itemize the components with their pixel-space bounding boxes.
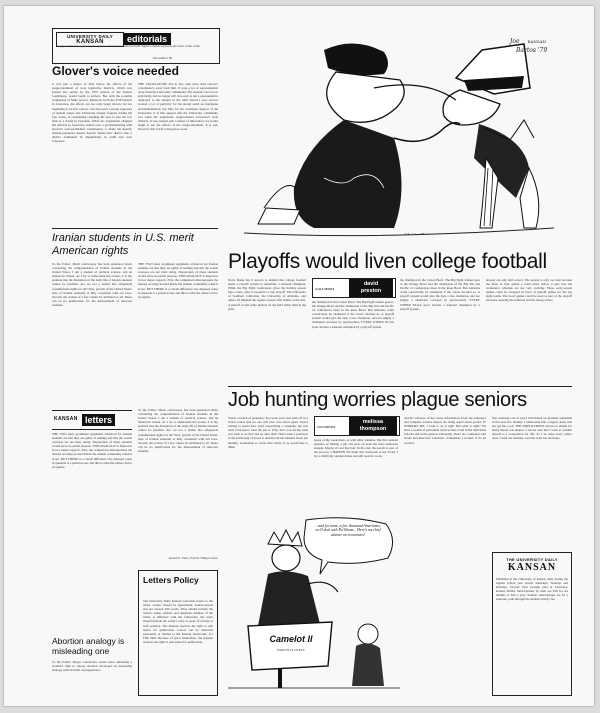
cartoon-drawing-uncle-sam-khomeini [224, 28, 572, 246]
bottom-cartoon-speech: ...and for more, a few thousand Americans, we'll deal with Pa'Jibran... Here's my chief adviser on economics! [315, 524, 381, 537]
letters-policy-headline: Letters Policy [143, 575, 199, 585]
abortion-headline: Abortion analogy is misleading one [52, 636, 125, 656]
playoffs-columnist [349, 279, 393, 297]
staff-box-title-line2: KANSAN [507, 562, 557, 573]
iranian-body-col2: THE TWO most prominent arguments advanced for Iranian students are that they are guilty of nothing and that the events overseas are not their doing. Deportation of these students would serve no useful purpose. THIS ANALOGY is imprecise in two major respects. First, the comparison misrepresents the disease as being located inside the student community when it is not. BUT THERE is a crucial difference: the diseased cause in question is a political one, and this is what the editors fail to recognize. [138, 262, 218, 299]
glover-body-col2: THE LEGISLATURE did, in fact, take more than Glover's constituency away from him. It took a lot of representation away from the University community. The student vote is now split badly, and no longer will it be easy to put a representative dedicated to the student in the 44th district's seat. Glover created a lot of publicity for his strong stand on marijuana decriminalization, but little for his consistent support of the University. It is that support that the University community lost when the Legislature reapportioned Lawrence's state districts. It was, indeed, just a matter of time before we would begin to see the effects of the reapportionment. It is sad, however, that it had to happen so soon. [138, 82, 218, 132]
playoffs-columnist-last: preston [360, 288, 382, 294]
playoffs-headline: Playoffs would liven college football [228, 250, 547, 273]
bottom-editorial-cartoon [228, 514, 400, 694]
playoffs-body-col1: Notre Dame has it known to alumni that college football needs a playoff system to determine a national champion. While the Big Eight Conference gives the holiday season fans a taste, what is needed is a true playoff. The University of Southern California, the University of Alabama, and others all finished the regular season with claims to the title. A playoff would settle matters on the field rather than in the polls. [228, 278, 306, 311]
playoffs-body-col2: the champion in the Cotton Bowl. The Big Eight winner goes to the Orange Bowl and the champions of the Big Ten and Pacific 10 conferences meet in the Rose Bowl. But Alabama could conceivably be champion if the voters decided so. A playoff system would give the fans a true champion, and not simply a champion crowned by sportswriters. EVERY OTHER NCAA sport decides a national champion by a playoff system. [312, 300, 394, 329]
masthead [52, 28, 220, 64]
job-hunting-columnist [349, 417, 397, 435]
top-editorial-cartoon [224, 28, 572, 246]
job-hunting-headline: Job hunting worries plague seniors [228, 389, 527, 411]
staff-box-body: Published at the University of Kansas daily during the regular school year except Saturdays, Sundays and holidays. Second class postage paid at Lawrence, Kansas 66044. Subscriptions by mail are $18 for six months or $30 a year. Student subscriptions are $1 a semester, paid through the student activity fee. [496, 577, 568, 602]
playoffs-column-label: GOLF-MIDST [315, 287, 335, 291]
bottom-cartoon-sign: Camelot II [269, 634, 313, 644]
signature-line1: Joe [510, 38, 520, 45]
issue-date: November 30 [153, 56, 173, 60]
newspaper-page [4, 6, 594, 706]
job-hunting-body-col1: You're a bunch of jackasses. You work your rear-ends off in a trivial course that no one will ever care about again. You're willing to spend four years researching a company, but you don't even know what the job is. Why don't you decide what you want to do first and go after that? That's what a professor at the University of Texas at Austin told his students about job hunting. Graduation is closer than many of us would like to think. [228, 416, 308, 449]
staff-box [492, 552, 572, 696]
job-hunting-byline [314, 416, 400, 436]
letters-policy-box [138, 570, 218, 696]
iranian-body: To the Editor: Much controversy has been generated lately concerning the comprehension of Iranian students in the United States. I am a student of political science, and an American citizen. As I try to understand the events, it is my position that the disruption of the daily life of Iranian students cannot be justified. Are we not a nation that safeguards constitutional rights for all? First, growth of the United States' base of Iranian nationals is fully consistent with our laws. Second, the actions of a few cannot be attributed to all. There can be no justification for the mistreatment of innocent students. [52, 262, 132, 307]
masthead-name-line1: UNIVERSITY DAILY [66, 34, 114, 39]
letters-body-col1: THE TWO most prominent arguments advanced for Iranian students are that they are guilty of nothing and that the events overseas are not their doing. Deportation of these students would serve no useful purpose. THIS ANALOGY is imprecise in two major respects. First, the comparison misrepresents the disease as being located inside the student community when it is not. BUT THERE is a crucial difference: the diseased cause in question is a political one, and this is what the editors fail to recognize. [52, 432, 132, 469]
signature-tag: KANSAN [527, 39, 547, 44]
abortion-body: To the Editor: Maryo Garcalous's recent letter defending a woman's right to choose abortion developed an interesting analogy with all kinds of pregnancies. [52, 660, 132, 673]
playoffs-columnist-first: david [363, 281, 379, 287]
section-rule [228, 386, 572, 387]
top-cartoon-signature [510, 28, 570, 54]
job-hunting-body-col2: hours of the week there, as with other students. But the constant pressure of finding a job can wear on even the most dedicated student. Maybe it's not that bad. In the end, the search is part of the process. I HAPPEN TO think that classwork is not trivial. I try to fulfill my student duties and still look for work. [314, 438, 398, 459]
glover-headline: Glover's voice needed [52, 64, 179, 78]
section-label-editorials: editorials [123, 33, 171, 45]
bottom-cartoon-sign-sub: WATCH CLOSELY [276, 648, 306, 652]
job-hunting-columnist-first: melissa [362, 419, 384, 425]
letters-label: letters [82, 414, 115, 426]
page-content [52, 28, 572, 698]
job-hunting-column-label: COLUMNIST [317, 425, 336, 429]
divider-rule [52, 228, 218, 229]
iranian-headline: Iranian students in U.S. merit American rights [52, 232, 194, 257]
editorial-policy-note: Unsigned editorials represent the opinion of the Kansan editorial staff. Signed columns represent the views of the writer. [56, 45, 201, 48]
iranian-signature: David D. Jones, Prairie Village senior [168, 556, 218, 560]
masthead-name-line2: KANSAN [76, 39, 104, 45]
signature-line2: Bartos '79 [516, 47, 548, 54]
job-hunting-body-col3: and the rollovers of the career information. Even the engineers and computer science majors are being asked about grades. IT WORRIES ME. I want to do it right. But what is right? We have a wealth of placement services here, both in the individual schools and in the general University. There are counselors and books and interview schedules. Sometimes I wonder if it's all worth it. [404, 416, 486, 445]
letters-body-col2: To the Editor: Much controversy has been generated lately concerning the comprehension of Iranian students in the United States. I am a student of political science, and an American citizen. As I try to understand the events, it is my position that the disruption of the daily life of Iranian students cannot be justified. Are we not a nation that safeguards constitutional rights for all? First, growth of the United States' base of Iranian nationals is fully consistent with our laws. Second, the actions of a few cannot be attributed to all. There can be no justification for the mistreatment of innocent students. [138, 408, 218, 453]
job-hunting-columnist-last: thompson [359, 426, 387, 432]
playoffs-body-col3: the champion in the Cotton Bowl. The Big Eight winner goes to the Orange Bowl and the champions of the Big Ten and Pacific 10 conferences meet in the Rose Bowl. But Alabama could conceivably be champion if the voters decided so. A playoff system would give the fans a true champion, and not simply a champion crowned by sportswriters. EVERY OTHER NCAA sport decides a national champion by a playoff system. [400, 278, 480, 311]
job-hunting-body-col4: four semesters out of every 100 mailed we graduate sometime in the next few months. I understand that a degree alone will not get me a job. THE EMPLOYMENT picture is dismal for many liberal arts majors. I am not sure that I want to commit myself to a corporation for life. So I do what every senior does: I send out résumés, read the want ads and hope. [492, 416, 572, 441]
staff-box-title-line1: THE UNIVERSITY DAILY [506, 557, 558, 562]
playoffs-byline [312, 278, 396, 298]
playoffs-body-col4: already are only half correct. The season is only too long because the three or four games a team plays before it gets into the conference schedule are not very exciting. These early-season games could be scrapped in favor of playoff games for the top eight teams. The bowl games could be used as part of the playoff structure, keeping the tradition and the money intact. [486, 278, 572, 303]
glover-body-col1: It was just a matter of time before the effects of the reapportionment of state legislative districts, which was passed last spring by the 1979 session of the Kansas Legislature, would begin to surface. But with the possible resignation of Mike Glover, Democrat from the 45th District in Lawrence, the effects are not only being shown, but are beginning to be felt. Glover, who has been a strong supporter of student issues and University budget requests during his four terms, is considering resigning his seat to join the law firm of a friend in Freedom. When the Legislature changed the districts in Lawrence, mixed over a gerrymandering with Glover's well-established constituency, it made his heavily student-populated district heavily Democratic district into a district dominated by Republicans in south and west Lawrence. [52, 82, 132, 144]
top-cartoon-caption: ... 26, 27, 28 ... [399, 233, 429, 237]
letters-policy-body: The University Daily Kansan welcomes letters to the editor. Letters should be typewritten, double-spaced and not exceed 300 words. They should include the writer's name, address and telephone number. If the writer is affiliated with the University, the letter should include the writer's class or years of faculty or staff position. The Kansan reserves the right to edit letters for publication. Letters can be delivered personally or mailed to the Kansan newsroom, 111 Flint Hall. Because of space limitations, the Kansan reserves the right to edit letters for publication. [143, 599, 213, 644]
letters-label-box [52, 410, 132, 430]
letters-label-kansan: KANSAN [54, 416, 78, 422]
